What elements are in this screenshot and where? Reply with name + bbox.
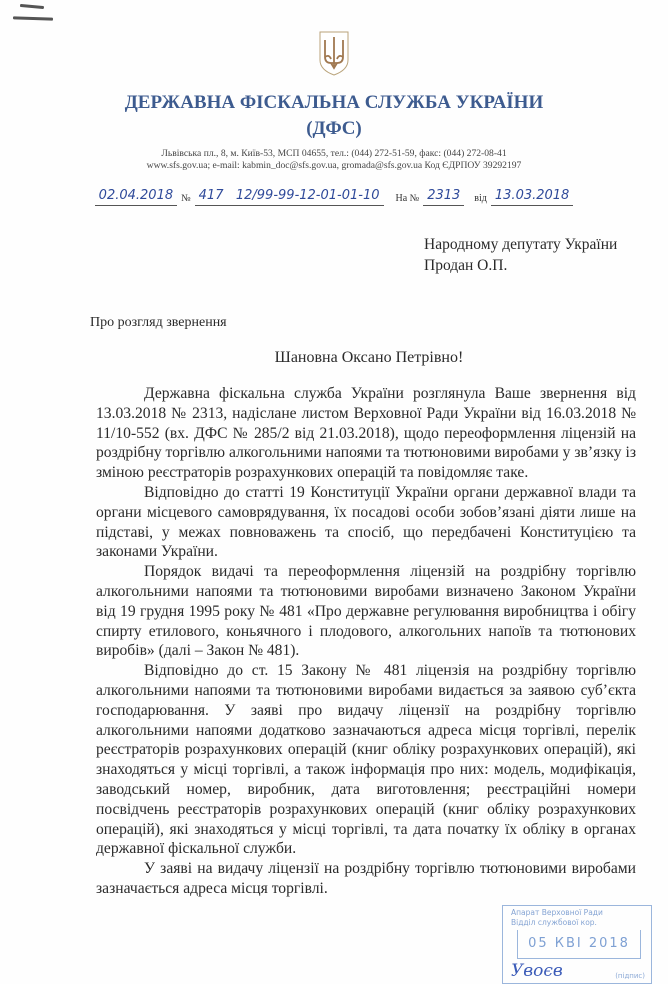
- registration-line: [0, 180, 668, 206]
- reference-date-label: від: [474, 193, 487, 204]
- stamp-date: 05 КВІ 2018: [528, 936, 630, 952]
- trident-emblem-icon: [318, 30, 350, 76]
- recipient-block: [424, 234, 668, 276]
- paragraph: Державна фіскальна служба України розглянула Ваше звернення від 13.03.2018 № 2313, надіслане листом Верховної Ради України від 16.03.2018 № 11/10-552 (вх. ДФС № 285/2 від 21.03.2018), щодо переоформлення ліцензій на роздрібну торгівлю алкогольними напоями та тютюновими виробами у зв’язку із зміною реєстраторів розрахункових операцій та повідомляє таке.: [96, 385, 636, 482]
- paragraph: Порядок видачі та переоформлення ліцензій на роздрібну торгівлю алкогольними напоями та тютюновими виробами визначено Законом України від 19 грудня 1995 року № 481 «Про державне регулювання виробництва і обігу спирту етилового, коньячного і плодового, алкогольних напоїв та тютюнових виробів» (далі – Закон № 481).: [96, 563, 636, 660]
- staple-mark: [20, 4, 44, 9]
- reference-number: 2313: [427, 188, 461, 203]
- stamp-signature: Увоєв: [511, 960, 563, 981]
- organization-name: ДЕРЖАВНА ФІСКАЛЬНА СЛУЖБА УКРАЇНИ: [124, 92, 544, 113]
- paragraph: Відповідно до статті 19 Конституції України органи державної влади та органи місцевого самоврядування, їх посадові особи зобов’язані діяти лише на підставі, у межах повноважень та спосіб, що передбачені Конституцією та законами України.: [96, 483, 636, 561]
- paragraph: У заяві на видачу ліцензії на роздрібну торгівлю тютюновими виробами зазначається адреса місця торгівлі.: [96, 860, 636, 897]
- stamp-signature-label: (підпис): [615, 971, 645, 980]
- reference-label: На №: [395, 193, 420, 204]
- recipient-title: Народному депутату України: [424, 236, 618, 253]
- paragraph: Відповідно до ст. 15 Закону № 481 ліцензія на роздрібну торгівлю алкогольними напоями та тютюновими виробами видається за заявою суб’єкта господарювання. У заяві про видачу ліцензії на роздрібну торгівлю алкогольними напоями додатково зазначаються адреса місця торгівлі, перелік реєстраторів розрахункових операцій (книг обліку розрахункових операцій), які знаходяться у місці торгівлі, а також інформація про них: модель, модифікація, заводський номер, виробник, дата виготовлення; реєстраційні номери посвідчень реєстраторів розрахункових операцій (книг обліку розрахункових операцій), які знаходяться у місці торгівлі, та дата початку їх обліку в органах державної фіскальної служби.: [96, 662, 636, 858]
- outgoing-number: 417 12/99-99-12-01-01-10: [198, 188, 380, 203]
- letter-body-area: [96, 384, 636, 899]
- address-line: Львівська пл., 8, м. Київ-53, МСП 04655, тел.: (044) 272-51-59, факс: (044) 272-08-41: [161, 148, 507, 159]
- reference-date: 13.03.2018: [494, 188, 570, 203]
- outgoing-number-field: [195, 186, 384, 206]
- stamp-area: [0, 905, 668, 984]
- organization-abbr: (ДФС): [306, 118, 362, 139]
- stamp-date-box: [517, 930, 641, 959]
- staple-area: [0, 0, 668, 30]
- salutation: Шановна Оксано Петрівно!: [274, 349, 464, 366]
- emblem-area: [0, 30, 668, 90]
- recipient-name: Продан О.П.: [424, 257, 508, 274]
- letter-body: [96, 384, 636, 899]
- subject-line: Про розгляд звернення: [90, 315, 227, 330]
- reference-date-field: [491, 186, 573, 206]
- stamp-dept: Відділ службової кор.: [511, 917, 597, 927]
- address-block: [0, 148, 668, 172]
- reference-number-field: [423, 186, 464, 206]
- number-label: №: [181, 193, 191, 204]
- receipt-stamp: [502, 905, 652, 984]
- outgoing-date: 02.04.2018: [98, 188, 174, 203]
- staple-mark: [13, 16, 53, 20]
- stamp-org: Апарат Верховної Ради: [511, 907, 603, 917]
- outgoing-date-field: [95, 186, 177, 206]
- contacts-line: www.sfs.gov.ua; e-mail: kabmin_doc@sfs.gov.ua, gromada@sfs.gov.ua Код ЄДРПОУ 39292197: [146, 160, 522, 171]
- stamp-signature-row: [511, 961, 645, 981]
